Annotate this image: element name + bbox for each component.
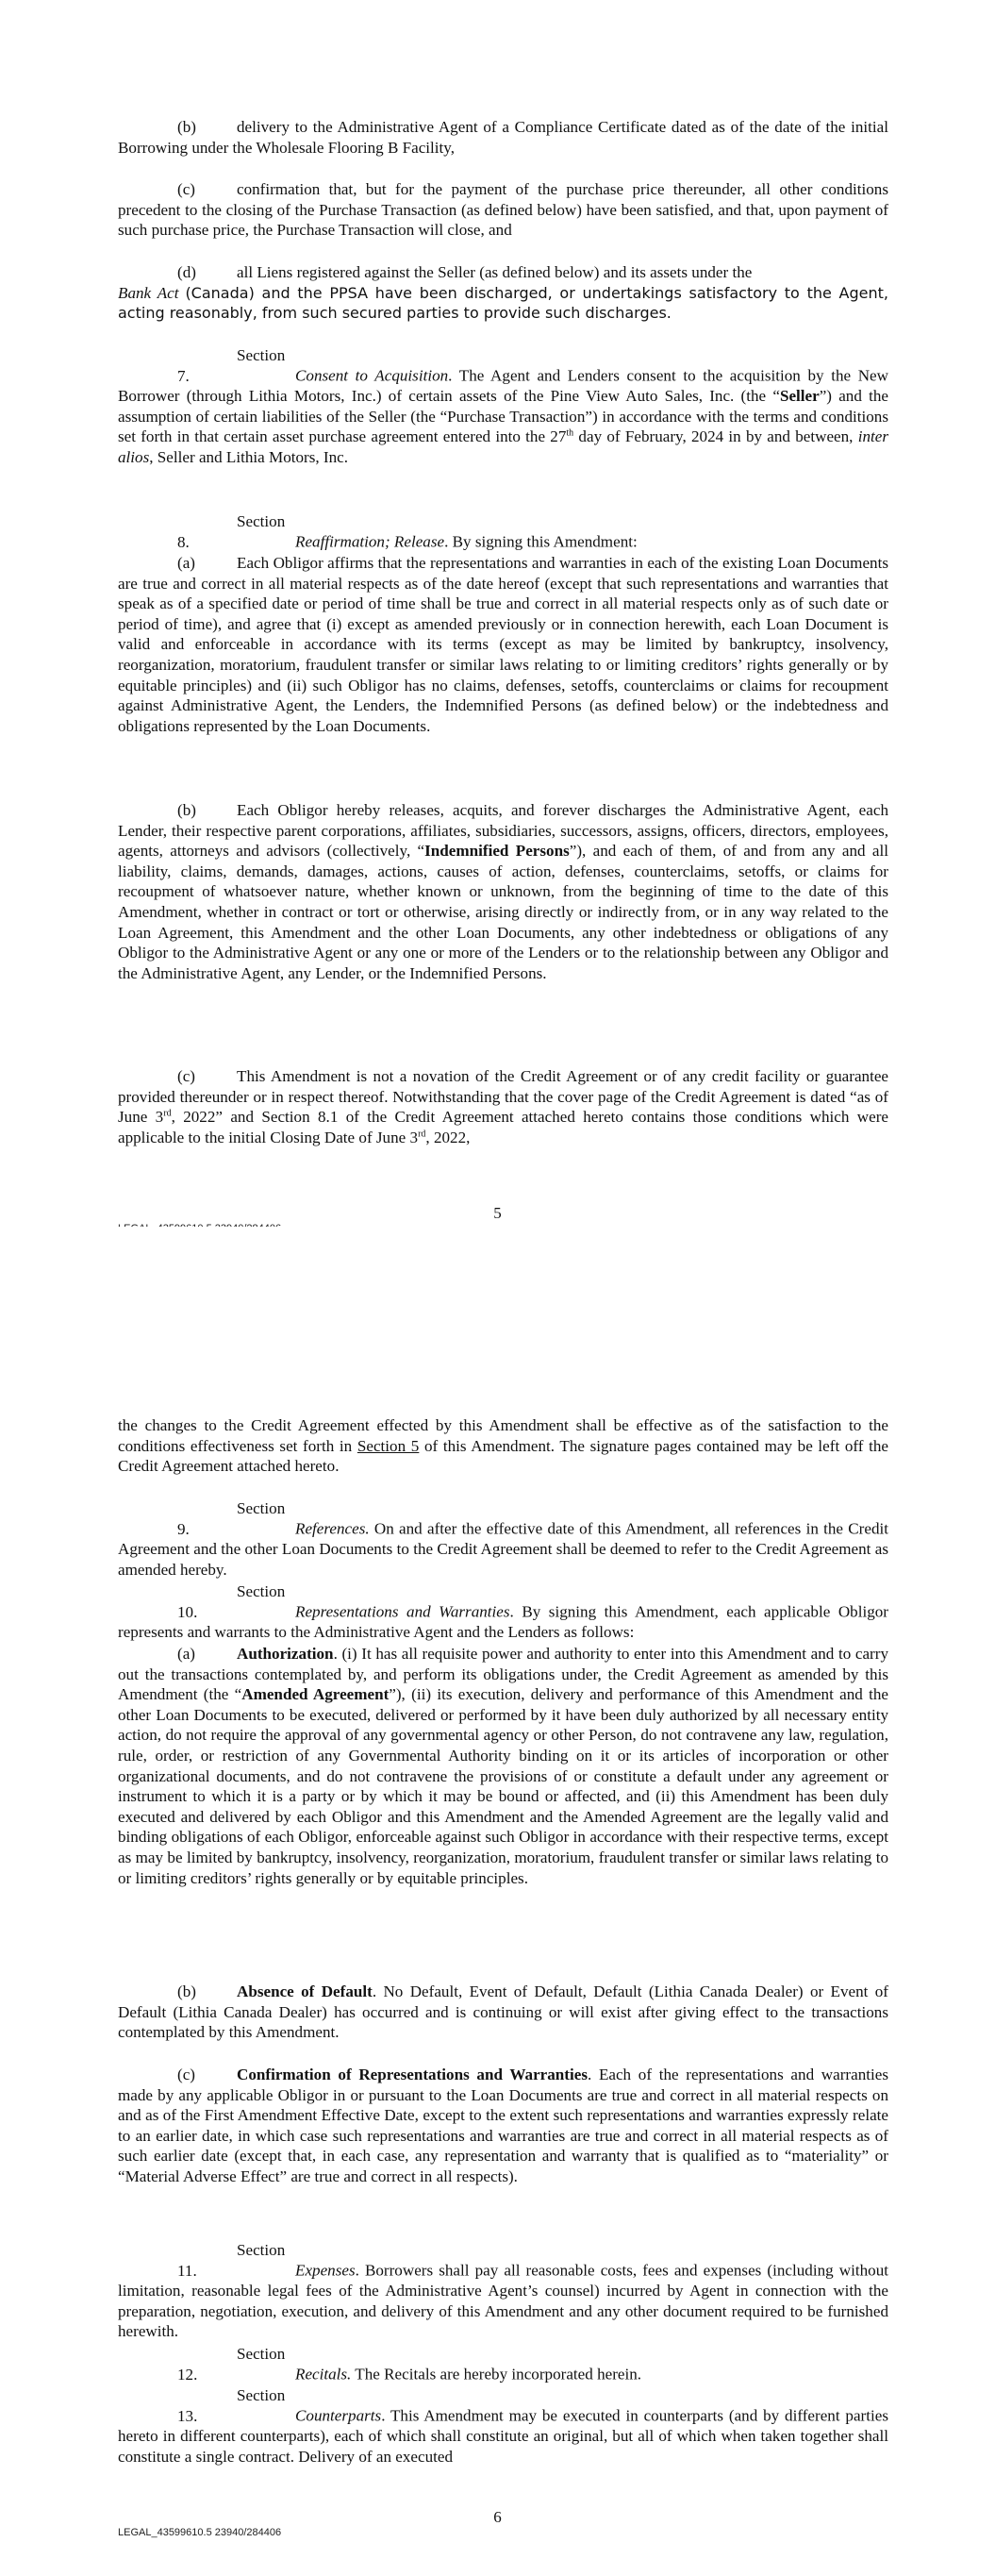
condition-c xyxy=(118,179,888,241)
section-7-label: Section 7. xyxy=(177,346,286,385)
section-8-a-label: (a) xyxy=(177,554,195,572)
section-8-c-text-3: , 2022, xyxy=(425,1128,471,1146)
section-5-reference: Section 5 xyxy=(357,1436,420,1455)
condition-b xyxy=(118,117,888,158)
section-10-c-label: (c) xyxy=(177,2066,195,2083)
section-7-sup: th xyxy=(566,427,574,439)
section-9 xyxy=(118,1498,888,1580)
section-8-c-text-1: This Amendment is not a novation of the Credit Agreement or of any credit facility or guarantee provided thereunder or in respect thereof. Notwithstanding that the cover page of the Credit Agreement is dated “as of June 3 xyxy=(118,1067,888,1127)
page-number: 5 xyxy=(493,1204,502,1222)
page-6 xyxy=(0,1359,995,2576)
section-10-a-label: (a) xyxy=(177,1645,195,1663)
section-9-text: On and after the effective date of this Amendment, all references in the Credit Agreement and the other Loan Documents to the Credit Agreement shall be deemed to refer to the Credit Agreement as amended hereby. xyxy=(118,1519,888,1579)
section-10-b-text: . No Default, Event of Default, Default (Lithia Canada Dealer) or Event of Default (Lithia Canada Dealer) has occurred and is continuing or will exist after giving effect to the transactions contemplated by this Amendment. xyxy=(118,1982,889,2042)
section-8-b-label: (b) xyxy=(177,801,196,819)
section-10-c-bold: Confirmation of Representations and Warranties xyxy=(237,2066,588,2083)
section-9-title: References. xyxy=(295,1519,370,1538)
section-8-c-text-2: , 2022” and Section 8.1 of the Credit Agreement attached hereto contains those conditions which were applicable to the initial Closing Date of June 3 xyxy=(118,1108,888,1146)
section-8-b-bold: Indemnified Persons xyxy=(424,842,570,861)
condition-d-label: (d) xyxy=(177,263,196,281)
section-10-c-text: . Each of the representations and warranties made by any applicable Obligor in or pursuant to the Loan Documents are true and correct in all material respects on and as of the First Amendment Effective Date, except to the extent such representations and warranties expressly relate to an earlier date, in which case such representations and warranties are true and correct in all material respects as of such earlier date (except that, in each case, any representation and warranty that is qualified as to “materiality” or “Material Adverse Effect” are true and correct in all respects). xyxy=(118,2066,888,2185)
section-10 xyxy=(118,1581,888,1643)
section-8-b-text-1: Each Obligor hereby releases, acquits, and forever discharges the Administrative Agent, each Lender, their respective parent corporations, affiliates, subsidiaries, successors, assigns, officers, directors, employees, agents, attorneys and advisors (collectively, “ xyxy=(118,801,888,861)
continuation-text-1: the changes to the Credit Agreement effected by this Amendment shall be effective as of the satisfaction to the conditions effectiveness set forth in xyxy=(118,1416,888,1455)
section-10-a-text-2: ”), (ii) its execution, delivery and performance of this Amendment and the other Loan Documents to be executed, delivered or performed by it have been duly authorized by all necessary entity action, do not require the approval of any governmental agency or other Person, do not contravene any law, regulation, rule, order, or restriction of any Governmental Authority binding on it or its articles of incorporation or other organizational documents, and do not contravene the provisions of or constitute a default under any agreement or instrument to which it is a party or by which it may be bound or affected, and (ii) this Amendment has been duly executed and delivered by each Obligor and this Amendment and the Amended Agreement are the legally valid and binding obligations of each Obligor, enforceable against such Obligor in accordance with their respective terms, except as may be limited by bankruptcy, insolvency, reorganization, moratorium, fraudulent transfer or similar laws relating to or limiting creditors’ rights generally or by equitable principles. xyxy=(118,1685,888,1887)
section-10-label: Section 10. xyxy=(177,1582,286,1621)
section-7-text-4: , Seller and Lithia Motors, Inc. xyxy=(149,447,349,466)
section-10-a-text-1: . (i) It has all requisite power and authority to enter into this Amendment and to carry out the transactions contemplated by, and perform its obligations under, the Credit Agreement as amended by this Amendment (the “ xyxy=(118,1645,888,1704)
condition-c-text: confirmation that, but for the payment of the purchase price thereunder, all other conditions precedent to the closing of the Purchase Transaction (as defined below) have been satisfied, and that, upon payment of such purchase price, the Purchase Transaction will close, and xyxy=(118,180,888,240)
condition-d-text-2: (Canada) and the PPSA have been discharged, or undertakings satisfactory to the Agent, acting reasonably, from such secured parties to provide such discharges. xyxy=(118,283,888,323)
section-11 xyxy=(118,2240,888,2342)
section-11-title: Expenses xyxy=(295,2261,356,2280)
section-8-b-text-2: ”), and each of them, of and from any and all liability, claims, demands, damages, actions, causes of action, defenses, counterclaims, setoffs, or claims for recoupment of whatsoever nature, whether known or unknown, from the beginning of time to the date of this Amendment, whether in contract or tort or otherwise, arising directly or indirectly from, or in any way related to the Loan Agreement, this Amendment and the other Loan Documents, any other indebtedness or obligations of any Obligor to the Administrative Agent or any one or more of the Lenders or to the relationship between any Obligor and the Administrative Agent, any Lender, or the Indemnified Persons. xyxy=(118,842,888,982)
section-8-label: Section 8. xyxy=(177,512,286,551)
section-10-b-bold: Absence of Default xyxy=(237,1982,373,2000)
section-7-text-1: . The Agent and Lenders consent to the acquisition by the New Borrower (through Lithia Motors, Inc.) of certain assets of the Pine View Auto Sales, Inc. (the “ xyxy=(118,366,888,406)
section-13-title: Counterparts xyxy=(295,2406,382,2425)
section-8-c-sup-1: rd xyxy=(163,1108,172,1119)
page-5 xyxy=(0,0,995,1227)
section-10-a-bold: Authorization xyxy=(237,1645,334,1663)
section-7 xyxy=(118,345,888,468)
section-8 xyxy=(118,511,888,552)
section-8-c-label: (c) xyxy=(177,1067,195,1085)
section-8-title: Reaffirmation; Release xyxy=(295,532,445,551)
condition-d xyxy=(118,262,888,324)
section-7-text-3: day of February, 2024 in by and between, xyxy=(573,427,858,446)
section-10-a xyxy=(118,1644,888,1888)
condition-b-text: delivery to the Administrative Agent of a Compliance Certificate dated as of the date of the initial Borrowing under the Wholesale Flooring B Facility, xyxy=(118,118,888,157)
section-8-a xyxy=(118,553,888,736)
section-10-b-label: (b) xyxy=(177,1982,196,2000)
section-11-label: Section 11. xyxy=(177,2241,286,2280)
continuation-paragraph xyxy=(118,1415,888,1477)
section-10-b xyxy=(118,1982,888,2043)
page-number: 6 xyxy=(493,2508,502,2526)
section-10-c xyxy=(118,2065,888,2187)
condition-c-label: (c) xyxy=(177,180,195,198)
section-13-label: Section 13. xyxy=(177,2386,286,2425)
section-13-text: . This Amendment may be executed in counterparts (and by different parties hereto in different counterparts), each of which shall constitute an original, but all of which when taken together shall constitute a single contract. Delivery of an executed xyxy=(118,2406,888,2466)
section-7-bold: Seller xyxy=(779,387,820,406)
condition-d-text-1: all Liens registered against the Seller (as defined below) and its assets under the xyxy=(237,263,753,281)
section-12-title: Recitals. xyxy=(295,2365,352,2384)
section-12-text: The Recitals are hereby incorporated herein. xyxy=(351,2365,642,2384)
continuation-text-2: of this Amendment. The signature pages contained may be left off the Credit Agreement attached hereto. xyxy=(118,1436,888,1476)
section-7-italic: inter alios xyxy=(118,427,888,466)
section-10-text: . By signing this Amendment, each applicable Obligor represents and warrants to the Administrative Agent and the Lenders as follows: xyxy=(118,1602,888,1642)
section-8-c-sup-2: rd xyxy=(418,1129,426,1140)
section-12 xyxy=(118,2344,888,2384)
section-12-label: Section 12. xyxy=(177,2345,286,2384)
section-8-c xyxy=(118,1066,888,1147)
section-10-title: Representations and Warranties xyxy=(295,1602,510,1621)
section-13 xyxy=(118,2385,888,2467)
footer-docref: LEGAL_43599610.5 23940/284406 xyxy=(118,2527,282,2538)
section-8-a-text: Each Obligor affirms that the representations and warranties in each of the existing Loan Documents are true and correct in all material respects as of the date hereof (except that such representations and warranties that speak as of a specified date or period of time shall be true and correct in all material respects only as of such date or period of time), and agree that (i) except as amended previously or in connection herewith, each Loan Document is valid and enforceable in accordance with its terms (except as may be limited by bankruptcy, insolvency, reorganization, moratorium, fraudulent transfer or similar laws relating to or limiting creditors’ rights generally or by equitable principles) and (ii) such Obligor has no claims, defenses, setoffs, counterclaims or claims for recoupment against Administrative Agent, the Lenders, the Indemnified Persons (as defined below) or the indebtedness and obligations represented by the Loan Documents. xyxy=(118,554,888,735)
section-10-a-bold-2: Amended Agreement xyxy=(241,1685,390,1704)
section-11-text: . Borrowers shall pay all reasonable costs, fees and expenses (including without limitation, reasonable legal fees of the Administrative Agent’s counsel) incurred by Agent in connection with the preparation, negotiation, execution, and delivery of this Amendment and any other document required to be furnished herewith. xyxy=(118,2261,888,2341)
section-8-text: . By signing this Amendment: xyxy=(444,532,638,551)
section-7-text-2: ”) and the assumption of certain liabilities of the Seller (the “Purchase Transaction”) in accordance with the terms and conditions set forth in that certain asset purchase agreement entered into the 27 xyxy=(118,387,889,446)
section-7-title: Consent to Acquisition xyxy=(295,366,449,385)
condition-d-italic: Bank Act xyxy=(118,283,179,302)
page-gap xyxy=(0,1227,995,1359)
condition-b-label: (b) xyxy=(177,118,196,136)
section-8-b xyxy=(118,800,888,983)
section-9-label: Section 9. xyxy=(177,1499,286,1538)
